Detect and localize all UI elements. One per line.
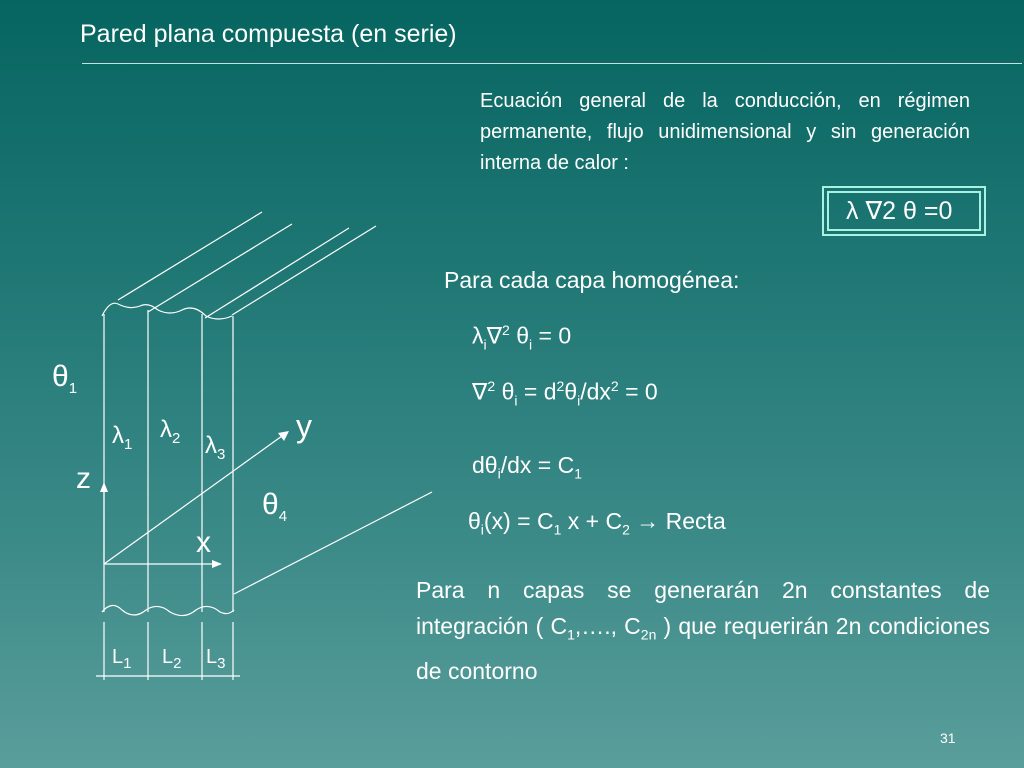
eq4-sub-1: 1 [553,521,562,538]
eq4-theta: θ [468,508,481,534]
eq3-sub-i: i [497,465,501,482]
L1-label [112,646,131,672]
eq2-sub-i: i [514,392,518,409]
lambda-2-symbol: λ [160,416,172,443]
page-number: 31 [940,730,956,746]
theta-4-label [262,488,287,525]
eq2-theta2: θ [564,378,578,405]
eq2-sup-2c: 2 [610,378,619,394]
eq1-sub-i2: i [529,336,533,353]
eq1-theta: θ [509,322,529,349]
homogeneous-layer-heading: Para cada capa homogénea: [444,267,740,293]
intro-text: Ecuación general de la conducción, en régimen permanente, flujo unidimensional y sin generación interna de calor : [480,90,970,174]
eq2-mid: = d [517,378,557,405]
theta-1-sub: 1 [68,380,78,397]
theta-4-symbol: θ [262,488,279,521]
eq2-dx: /dx [580,378,611,405]
depth-line-3 [205,228,349,318]
lambda-3-symbol: λ [205,432,217,459]
axis-z-arrowhead [100,482,108,492]
L3-sub: 3 [217,655,226,672]
eq2-theta: θ [495,378,515,405]
top-wavy-edge [102,303,232,319]
lambda-2-sub: 2 [172,429,181,447]
L3-label [206,646,225,672]
lambda-3-sub: 3 [217,445,226,463]
eq1-rest: = 0 [532,322,572,349]
lambda-1-sub: 1 [124,435,133,453]
axis-x-arrowhead [212,560,222,568]
L1-sub: 1 [123,655,132,672]
conclusion-part-2: ,…., C [574,613,641,639]
eq3-d: dθ [472,452,498,478]
eq2-rest: = 0 [618,378,658,405]
conclusion-part-3: ) que requerirán 2n condiciones de contorno [416,613,990,684]
L1-symbol: L [112,646,124,668]
theta-4-sub: 4 [278,508,288,525]
axis-y-line [104,436,282,564]
eq3-sub-1: 1 [574,465,583,482]
theta-1-symbol: θ [52,360,69,393]
depth-line-4 [232,226,376,315]
conclusion-sub-2n: 2n [640,626,657,643]
L2-sub: 2 [173,655,182,672]
eq1-nabla: ∇ [486,322,503,349]
eq4-rest: → Recta [629,508,726,534]
eq1-lambda: λ [472,322,484,349]
eq2-sup-2: 2 [487,378,496,394]
theta-1-label [52,360,77,397]
lambda-1-symbol: λ [112,422,124,449]
general-equation: λ ∇2 θ =0 [846,197,953,225]
eq3-dx: /dx = C [500,452,575,478]
conclusion-part-1: Para n capas se generarán 2n constantes de integración ( C [416,577,990,639]
slide-title: Pared plana compuesta (en serie) [80,20,457,48]
axis-y-arrowhead [278,431,289,441]
eq2-sub-i2: i [577,392,581,409]
eq2-nabla: ∇ [472,378,488,405]
L2-symbol: L [162,646,174,668]
eq2-sup-2b: 2 [556,378,565,394]
lambda-3-label [205,432,225,463]
conclusion-sub-1: 1 [567,626,575,643]
eq4-x: (x) = C [483,508,554,534]
lambda-2-label [160,416,180,447]
axis-y-label: y [296,408,312,444]
bottom-wavy-edge [102,605,234,615]
axis-z-label: z [76,462,91,495]
eq4-sub-i: i [480,521,484,538]
eq1-sup-2: 2 [502,322,510,338]
eq4-sub-2: 2 [622,521,630,538]
L2-label [162,646,181,672]
lambda-1-label [112,422,132,453]
axis-x-label: x [196,526,211,559]
eq4-mid: x + C [561,508,623,534]
L3-symbol: L [206,646,218,668]
eq1-sub-i: i [483,336,487,353]
